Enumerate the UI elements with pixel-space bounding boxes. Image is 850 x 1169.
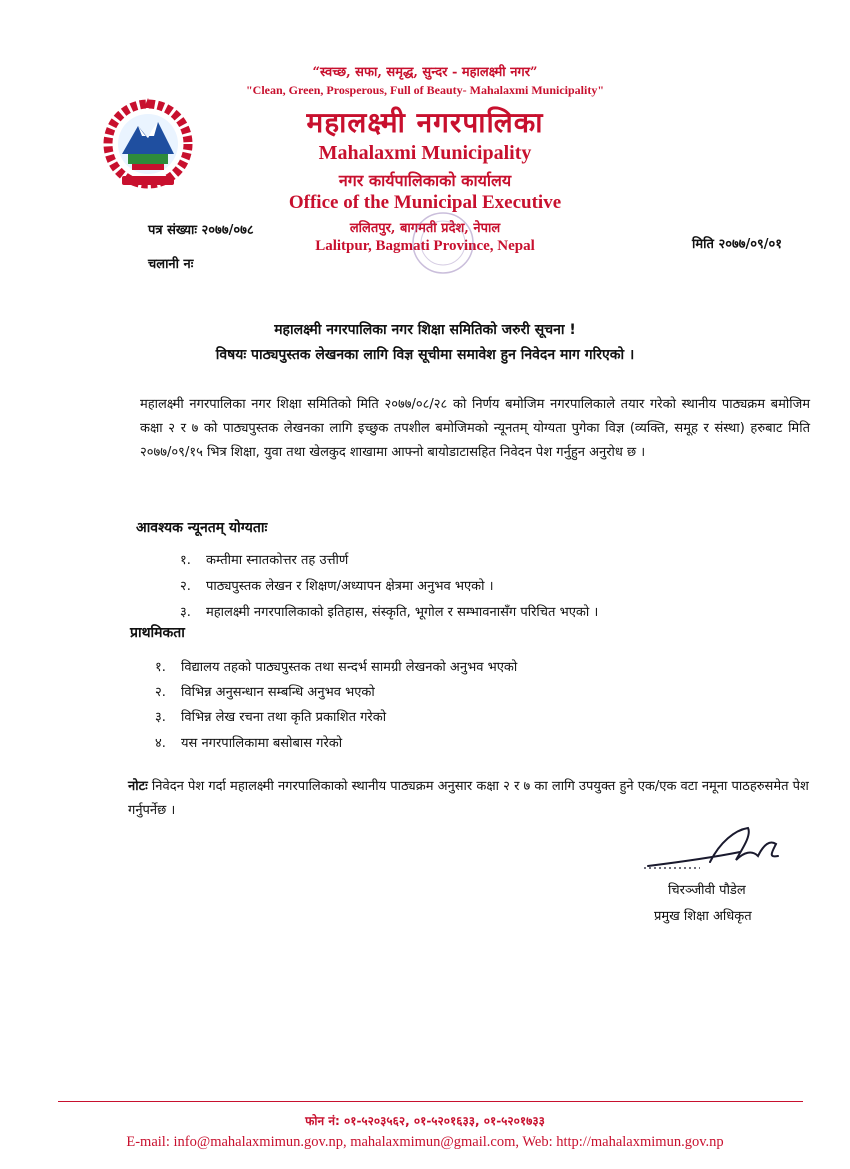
org-name-nepali: महालक्ष्मी नगरपालिका — [306, 106, 544, 139]
note-paragraph — [128, 775, 818, 823]
office-name-nepali: नगर कार्यपालिकाको कार्यालय — [338, 171, 512, 190]
dispatch-number: चलानी नः — [148, 257, 194, 272]
note-text: निवेदन पेश गर्दा महालक्ष्मी नगरपालिकाको स्थानीय पाठ्यक्रम अनुसार कक्षा २ र ७ का लागि उपयुक्त हुने एक/एक वटा नमूना पाठहरुसमेत पेश गर्नुपर्नेछ । — [128, 779, 809, 818]
address-nepali: ललितपुर, बागमती प्रदेश, नेपाल — [349, 221, 501, 236]
footer-contact: E-mail: info@mahalaxmimun.gov.np, mahalaxmimun@gmail.com, Web: http://mahalaxmimun.gov.np — [126, 1134, 724, 1150]
footer-divider — [58, 1101, 803, 1102]
list-item: ३. विभिन्न लेख रचना तथा कृति प्रकाशित गरेको — [155, 710, 387, 725]
letter-number: पत्र संख्याः २०७७/०७८ — [148, 223, 254, 238]
slogan-nepali: “स्वच्छ, सफा, समृद्ध, सुन्दर - महालक्ष्मी नगर” — [312, 65, 538, 80]
notice-title: महालक्ष्मी नगरपालिका नगर शिक्षा समितिको जरुरी सूचना ! — [274, 322, 576, 338]
office-stamp — [408, 210, 478, 276]
signature — [640, 822, 790, 874]
list-item: १. कम्तीमा स्नातकोत्तर तह उत्तीर्ण — [180, 553, 349, 568]
footer-phone: फोन नं: ०१-५२०३५६२, ०१-५२०१६३३, ०१-५२०१७३३ — [305, 1114, 545, 1128]
qualifications-heading: आवश्यक न्यूनतम् योग्यताः — [136, 520, 268, 536]
signatory-title: प्रमुख शिक्षा अधिकृत — [654, 909, 752, 924]
note-label: नोटः — [128, 779, 148, 794]
list-item: २. पाठ्यपुस्तक लेखन र शिक्षण/अध्यापन क्षेत्रमा अनुभव भएको । — [180, 579, 494, 594]
list-item: १. विद्यालय तहको पाठ्यपुस्तक तथा सन्दर्भ सामग्री लेखनको अनुभव भएको — [155, 660, 518, 675]
org-name-english: Mahalaxmi Municipality — [318, 142, 532, 164]
notice-subject: विषयः पाठ्यपुस्तक लेखनका लागि विज्ञ सूचीमा समावेश हुन निवेदन माग गरिएको । — [215, 347, 635, 363]
list-item: ३. महालक्ष्मी नगरपालिकाको इतिहास, संस्कृति, भूगोल र सम्भावनासँग परिचित भएको । — [180, 605, 599, 620]
list-item: ४. यस नगरपालिकामा बसोबास गरेको — [155, 736, 343, 751]
slogan-english: "Clean, Green, Prosperous, Full of Beauty- Mahalaxmi Municipality" — [246, 83, 604, 97]
priority-heading: प्राथमिकता — [130, 625, 185, 641]
body-paragraph: महालक्ष्मी नगरपालिका नगर शिक्षा समितिको मिति २०७७/०८/२८ को निर्णय बमोजिम नगरपालिकाले तयार गरेको स्थानीय पाठ्यक्रम बमोजिम कक्षा २ र ७ को पाठ्यपुस्तक लेखनका लागि इच्छुक तपशील बमोजिमको न्यूनतम् योग्यता पुगेका विज्ञ (व्यक्ति, समूह र संस्था) हरुबाट मिति २०७७/०९/१५ भित्र शिक्षा, युवा तथा खेलकुद शाखामा आफ्नो बायोडाटासहित निवेदन पेश गर्नुहुन अनुरोध छ । — [140, 397, 810, 460]
list-item: २. विभिन्न अनुसन्धान सम्बन्धि अनुभव भएको — [155, 685, 375, 700]
letter-date: मिति २०७७/०९/०१ — [692, 237, 783, 252]
signatory-name: चिरञ्जीवी पौडेल — [668, 883, 746, 898]
office-name-english: Office of the Municipal Executive — [288, 192, 562, 213]
address-english: Lalitpur, Bagmati Province, Nepal — [315, 238, 535, 254]
